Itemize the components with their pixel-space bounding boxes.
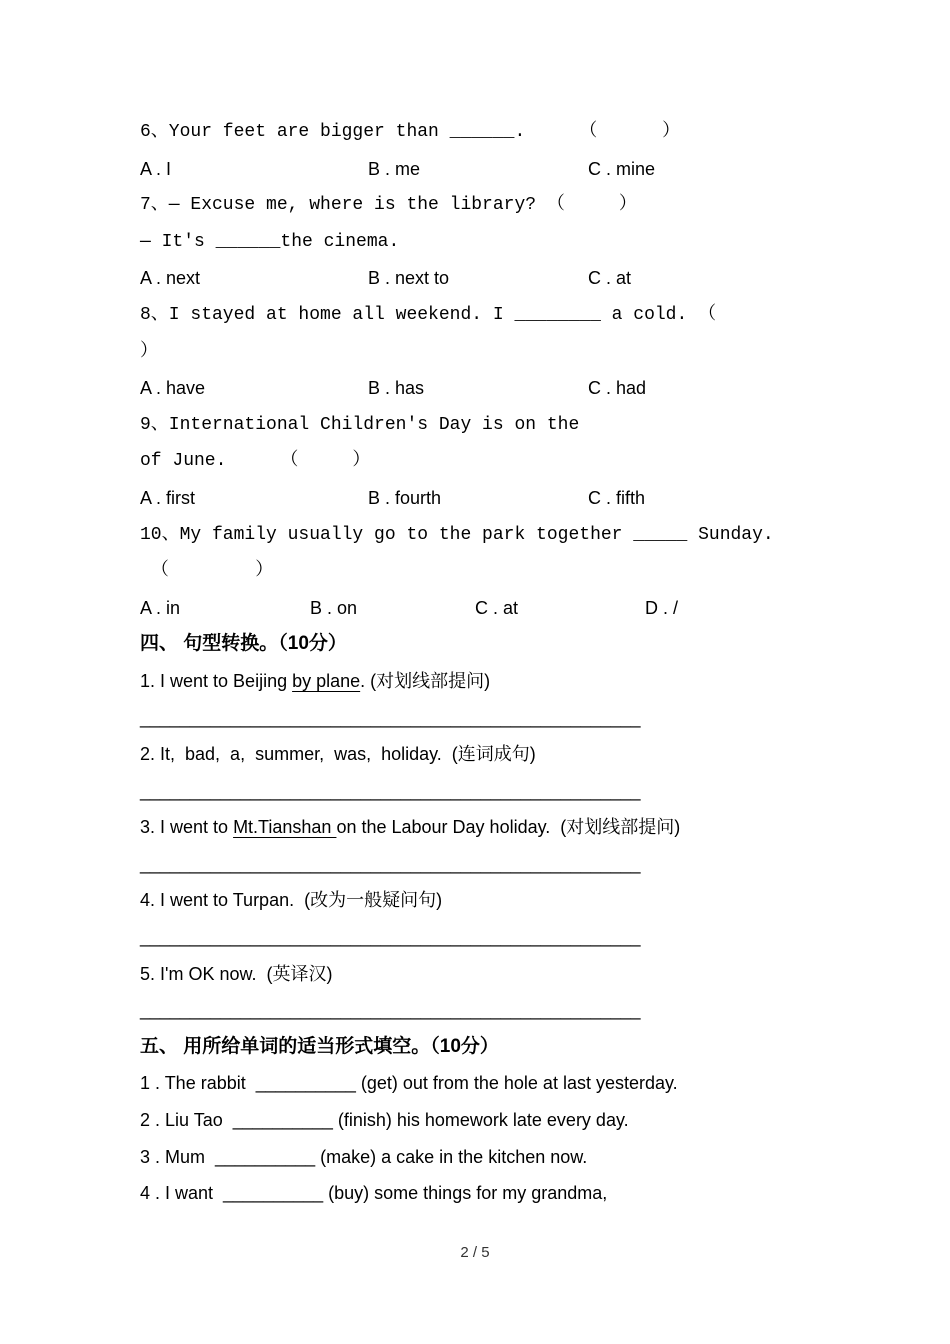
rewrite-item-2 (140, 736, 870, 773)
option-q10-b: B . on (310, 597, 358, 618)
rewrite-item-5 (140, 956, 870, 993)
question-6-text: 6、Your feet are bigger than ______. （ ） (140, 122, 681, 142)
question-8-text-2: ） (140, 341, 158, 362)
option-q8-a: A . have (140, 378, 206, 399)
question-7-text-2: — It's ______the cinema. (140, 231, 400, 252)
blank-underline: __________________________________________________ (140, 853, 641, 874)
rewrite-item-3 (140, 809, 870, 846)
option-q6-b: B . me (368, 158, 421, 179)
rewrite-item-4 (140, 882, 870, 919)
options-row-q8 (140, 370, 870, 407)
rewrite-item-5-prefix: 5. I'm OK now. (英译汉) (140, 963, 333, 984)
rewrite-item-2-prefix: 2. It, bad, a, summer, was, holiday. (连词成句) (140, 744, 536, 765)
rewrite-item-4-prefix: 4. I went to Turpan. (改为一般疑问句) (140, 890, 443, 911)
question-8-text: 8、I stayed at home all weekend. I ________ a cold. （ (140, 304, 717, 325)
option-q6-c: C . mine (588, 158, 656, 179)
options-row-q7 (140, 260, 870, 297)
rewrite-item-1-prefix: 1. I went to Beijing (140, 670, 293, 691)
test-paper-page (140, 114, 870, 1212)
rewrite-item-1 (140, 663, 870, 700)
option-q8-b: B . has (368, 378, 425, 399)
rewrite-item-1-suffix: . (对划线部提问) (360, 670, 491, 691)
rewrite-item-3-prefix: 3. I went to (140, 817, 234, 838)
rewrite-item-3-suffix: on the Labour Day holiday. (对划线部提问) (336, 817, 681, 838)
answer-blank-3 (140, 846, 870, 883)
option-q7-b: B . next to (368, 268, 450, 289)
question-10-text: 10、My family usually go to the park together _____ Sunday. (140, 524, 774, 545)
options-row-q6 (140, 151, 870, 188)
option-q7-c: C . at (588, 268, 632, 289)
answer-blank-2 (140, 773, 870, 810)
underlined-phrase-by-plane: by plane (292, 670, 361, 691)
fill-item-1: 1 . The rabbit __________ (get) out from the hole at last yesterday. (140, 1073, 678, 1094)
question-7-text: 7、— Excuse me, where is the library? （ ） (140, 195, 637, 216)
underlined-phrase-mt-tianshan: Mt.Tianshan (233, 817, 337, 838)
option-q9-b: B . fourth (368, 487, 442, 508)
section-four-header: 四、 句型转换。（10分） (140, 633, 347, 655)
option-q10-a: A . in (140, 597, 181, 618)
section-five-header: 五、 用所给单词的适当形式填空。（10分） (140, 1035, 499, 1057)
fill-item-2: 2 . Liu Tao __________ (finish) his homework late every day. (140, 1110, 629, 1131)
page-number: 2 / 5 (460, 1244, 490, 1261)
question-10-text-2: （ ） (140, 561, 274, 582)
blank-underline: __________________________________________________ (140, 780, 641, 801)
fill-item-3: 3 . Mum __________ (make) a cake in the kitchen now. (140, 1146, 588, 1167)
option-q7-a: A . next (140, 268, 201, 289)
answer-blank-5 (140, 992, 870, 1029)
option-q10-c: C . at (475, 597, 519, 618)
option-q10-d: D . / (645, 597, 679, 618)
blank-underline: __________________________________________________ (140, 927, 641, 948)
blank-underline: __________________________________________________ (140, 707, 641, 728)
option-q6-a: A . I (140, 158, 172, 179)
blank-underline: __________________________________________________ (140, 1000, 641, 1021)
question-9-text: 9、International Children's Day is on the (140, 414, 580, 435)
question-9-text-2: of June. （ ） (140, 451, 371, 472)
options-row-q9 (140, 480, 870, 517)
answer-blank-4 (140, 919, 870, 956)
option-q9-a: A . first (140, 487, 196, 508)
answer-blank-1 (140, 700, 870, 737)
option-q8-c: C . had (588, 378, 647, 399)
fill-item-4: 4 . I want __________ (buy) some things for my grandma, (140, 1183, 608, 1204)
option-q9-c: C . fifth (588, 487, 646, 508)
options-row-q10 (140, 590, 870, 627)
